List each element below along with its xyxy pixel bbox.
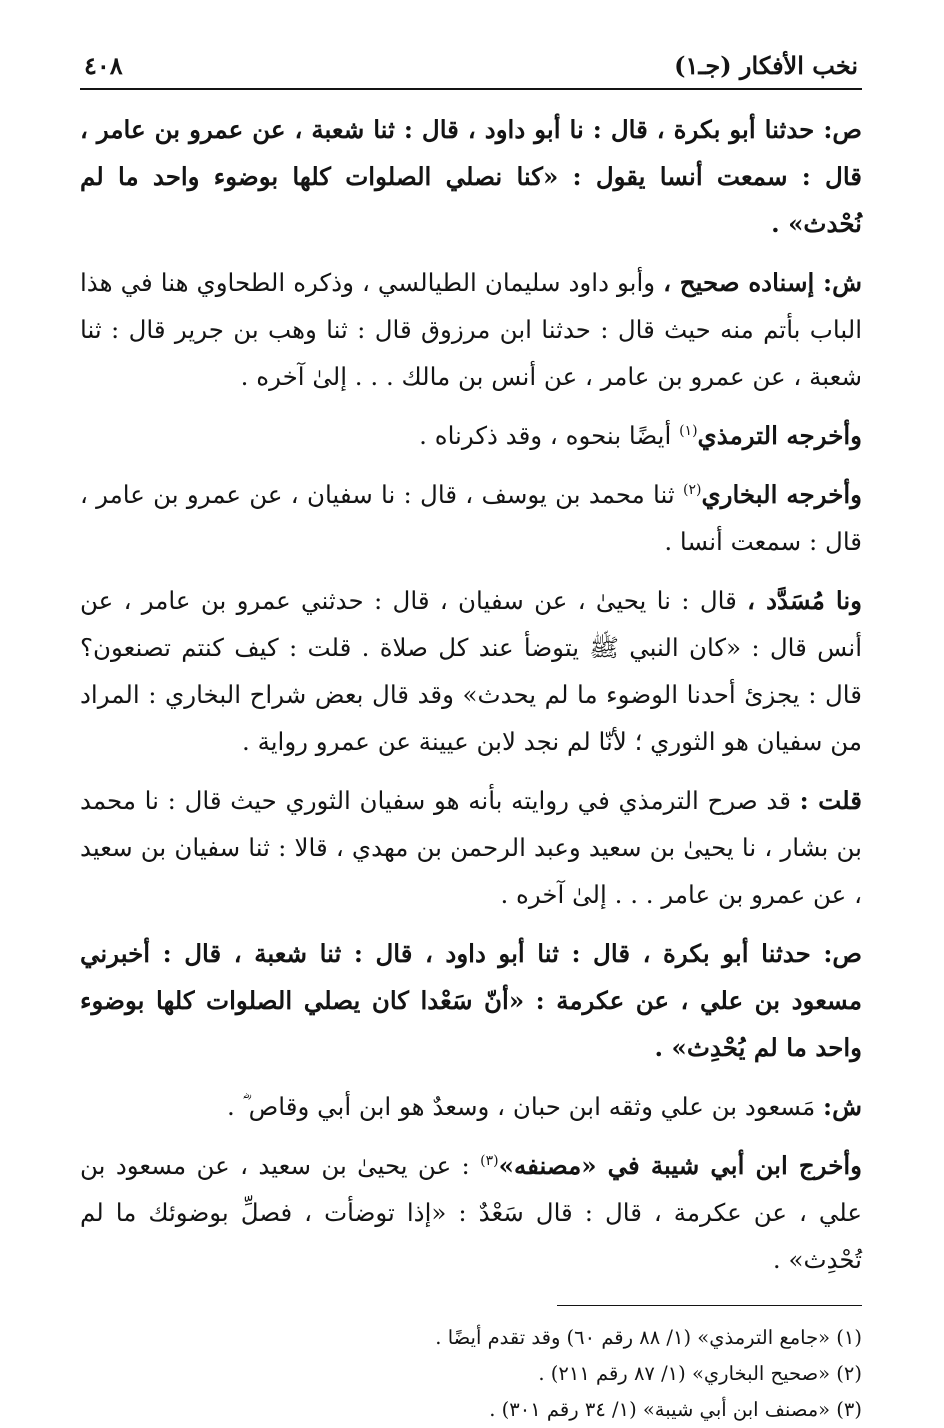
paragraph-text: قال : نا يحيىٰ ، عن سفيان ، قال : حدثني عمرو بن عامر ، عن أنس قال : «كان النبي ﷺ يتوضأ عند كل صلاة . قلت : كيف كنتم تصنعون؟ قال : يجزئ أحدنا الوضوء ما لم يحدث» وقد قال بعض شراح البخاري : المراد من سفيان هو الثوري ؛ لأنّا لم نجد لابن عيينة عن عمرو رواية . (80, 586, 862, 756)
footnote-ref: (١) (679, 422, 698, 439)
footnote-ref: (٢) (682, 481, 702, 498)
paragraph-text: أيضًا بنحوه ، وقد ذكرناه . (419, 421, 680, 450)
paragraph-matn-2 (80, 930, 862, 1071)
paragraph-text: قد صرح الترمذي في روايته بأنه هو سفيان الثوري حيث قال : نا محمد بن بشار ، نا يحيىٰ بن سعيد وعبد الرحمن بن مهدي ، قالا : ثنا سفيان بن سعيد ، عن عمرو بن عامر . . . إلىٰ آخره . (80, 786, 862, 909)
paragraph-qultu (80, 777, 862, 918)
paragraph-label: وأخرجه البخاري (701, 480, 862, 509)
page-number: ٤٠٨ (84, 51, 123, 80)
book-page (80, 50, 862, 1428)
paragraph-commentary-masud (80, 1083, 862, 1130)
book-title: نخب الأفكار (جـ١) (674, 51, 858, 80)
paragraph-tirmidhi (80, 412, 862, 459)
footnotes (80, 1320, 862, 1428)
paragraph-text: مَسعود بن علي وثقه ابن حبان ، وسعدٌ هو ابن أبي وقاص ؓ . (226, 1092, 824, 1121)
paragraph-label: وأخرجه الترمذي (697, 421, 862, 450)
paragraph-text: ص: حدثنا أبو بكرة ، قال : نا أبو داود ، قال : ثنا شعبة ، عن عمرو بن عامر ، قال : سمعت أنسا يقول : «كنا نصلي الصلوات كلها بوضوء واحد ما لم نُحْدث» . (80, 115, 862, 238)
paragraph-label: ش: (823, 1092, 862, 1121)
paragraph-text: وأبو داود سليمان الطيالسي ، وذكره الطحاوي هنا في هذا الباب بأتم منه حيث قال : حدثنا ابن مرزوق قال : ثنا وهب بن جرير قال : ثنا شعبة ، عن عمرو بن عامر ، عن أنس بن مالك . . . إلىٰ آخره . (80, 268, 862, 391)
footnote-2: (٢) «صحيح البخاري» (١/ ٨٧ رقم ٢١١) . (538, 1362, 862, 1385)
footnote-3: (٣) «مصنف ابن أبي شيبة» (١/ ٣٤ رقم ٣٠١) . (489, 1398, 862, 1421)
paragraph-text: : عن يحيىٰ بن سعيد ، عن مسعود بن علي ، عن عكرمة ، قال : قال سَعْدٌ : «إذا توضأت ، فصلِّ بوضوئك ما لم تُحْدِث» . (80, 1151, 862, 1274)
paragraph-bukhari (80, 471, 862, 565)
main-text (80, 106, 862, 1283)
paragraph-label: ونا مُسَدَّد ، (747, 586, 862, 615)
paragraph-musaddad (80, 577, 862, 765)
paragraph-commentary-isnad (80, 259, 862, 400)
paragraph-text: ثنا محمد بن يوسف ، قال : نا سفيان ، عن عمرو بن عامر ، قال : سمعت أنسا . (80, 480, 862, 556)
footnote-ref: (٣) (480, 1152, 499, 1169)
paragraph-matn-1 (80, 106, 862, 247)
footnote-separator (557, 1305, 862, 1306)
running-header (80, 50, 862, 90)
paragraph-text: ص: حدثنا أبو بكرة ، قال : ثنا أبو داود ، قال : ثنا شعبة ، قال : أخبرني مسعود بن علي ، عن عكرمة : «أنّ سَعْدا كان يصلي الصلوات كلها بوضوء واحد ما لم يُحْدِث» . (80, 939, 862, 1062)
paragraph-ibn-abi-shayba (80, 1142, 862, 1283)
paragraph-label: قلت : (799, 786, 862, 815)
paragraph-label: وأخرج ابن أبي شيبة في «مصنفه» (498, 1151, 862, 1180)
footnote-1: (١) «جامع الترمذي» (١/ ٨٨ رقم ٦٠) وقد تقدم أيضًا . (435, 1326, 862, 1349)
paragraph-label: ش: إسناده صحيح ، (663, 268, 862, 297)
